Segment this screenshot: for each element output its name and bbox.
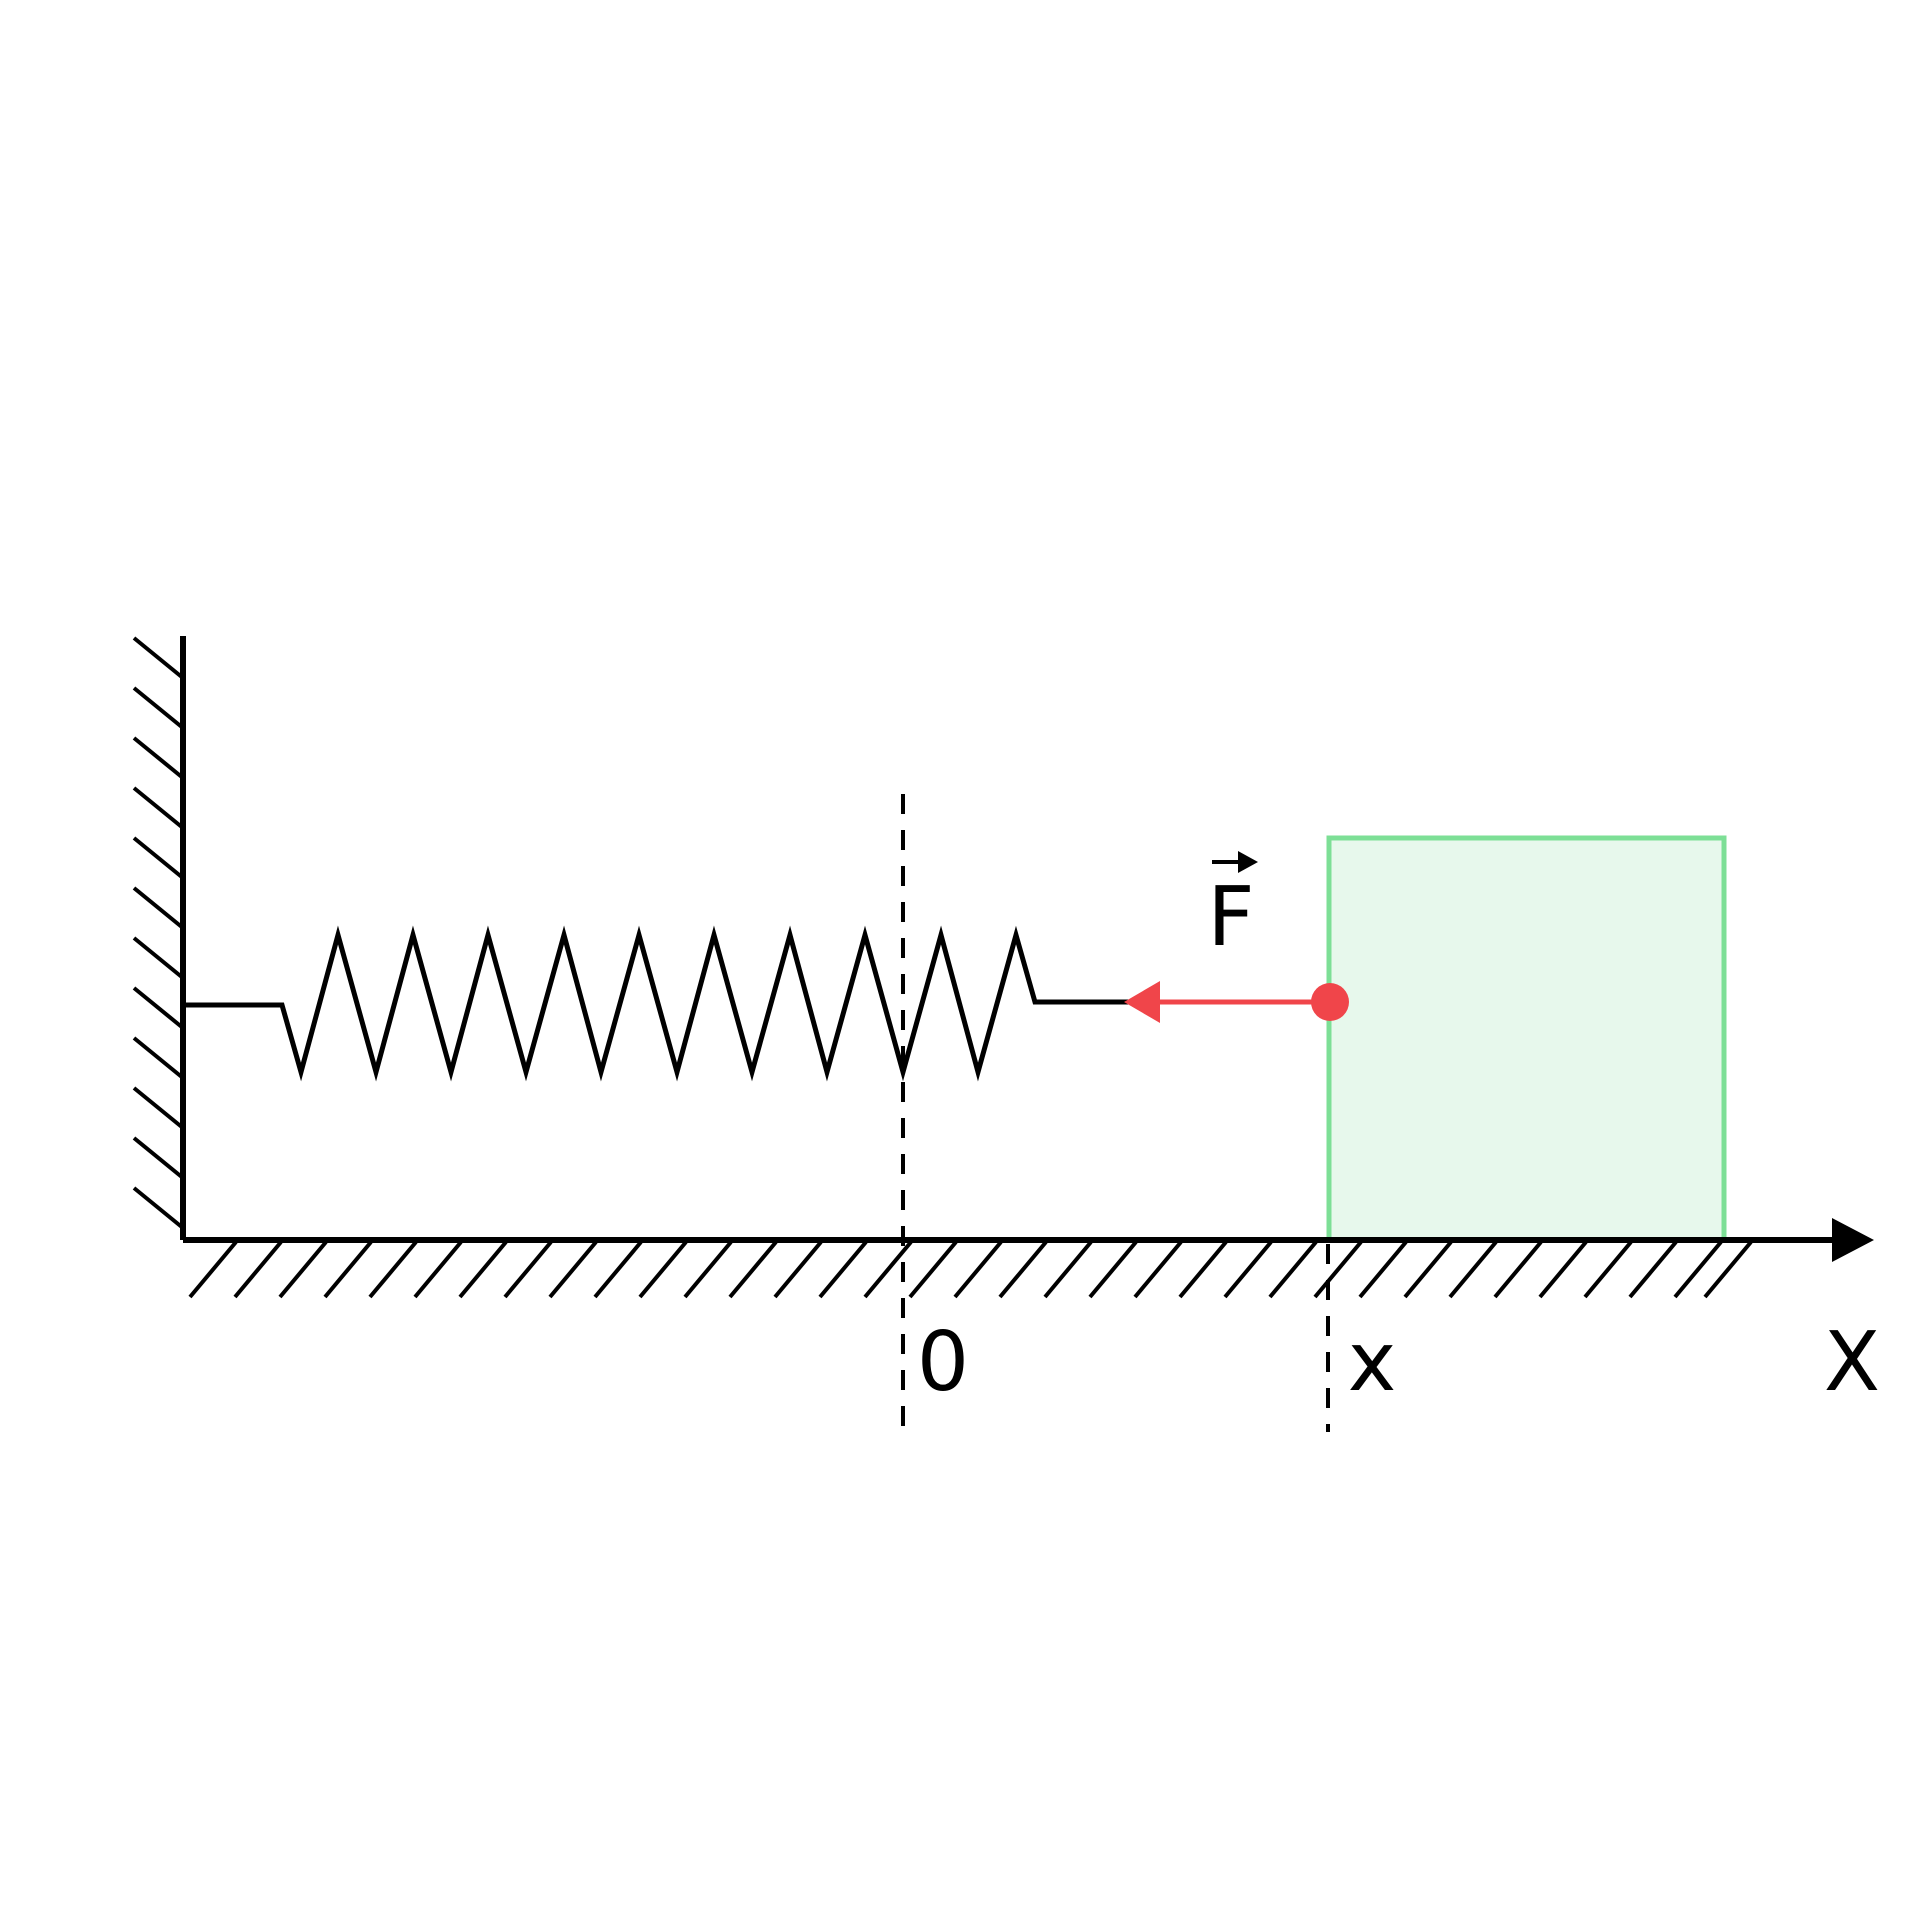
floor-hatching [190, 1242, 1751, 1297]
x-axis-arrowhead [1832, 1218, 1874, 1262]
block-attachment-point [1311, 983, 1349, 1021]
position-label: x [1347, 1315, 1397, 1410]
force-label [1207, 851, 1258, 965]
block [1329, 838, 1724, 1240]
force-arrowhead [1124, 981, 1160, 1023]
spring [185, 935, 1132, 1072]
wall-hatching [134, 638, 183, 1228]
force-label-text: F [1207, 870, 1255, 965]
axis-label: X [1823, 1315, 1881, 1410]
origin-label: 0 [916, 1315, 970, 1410]
